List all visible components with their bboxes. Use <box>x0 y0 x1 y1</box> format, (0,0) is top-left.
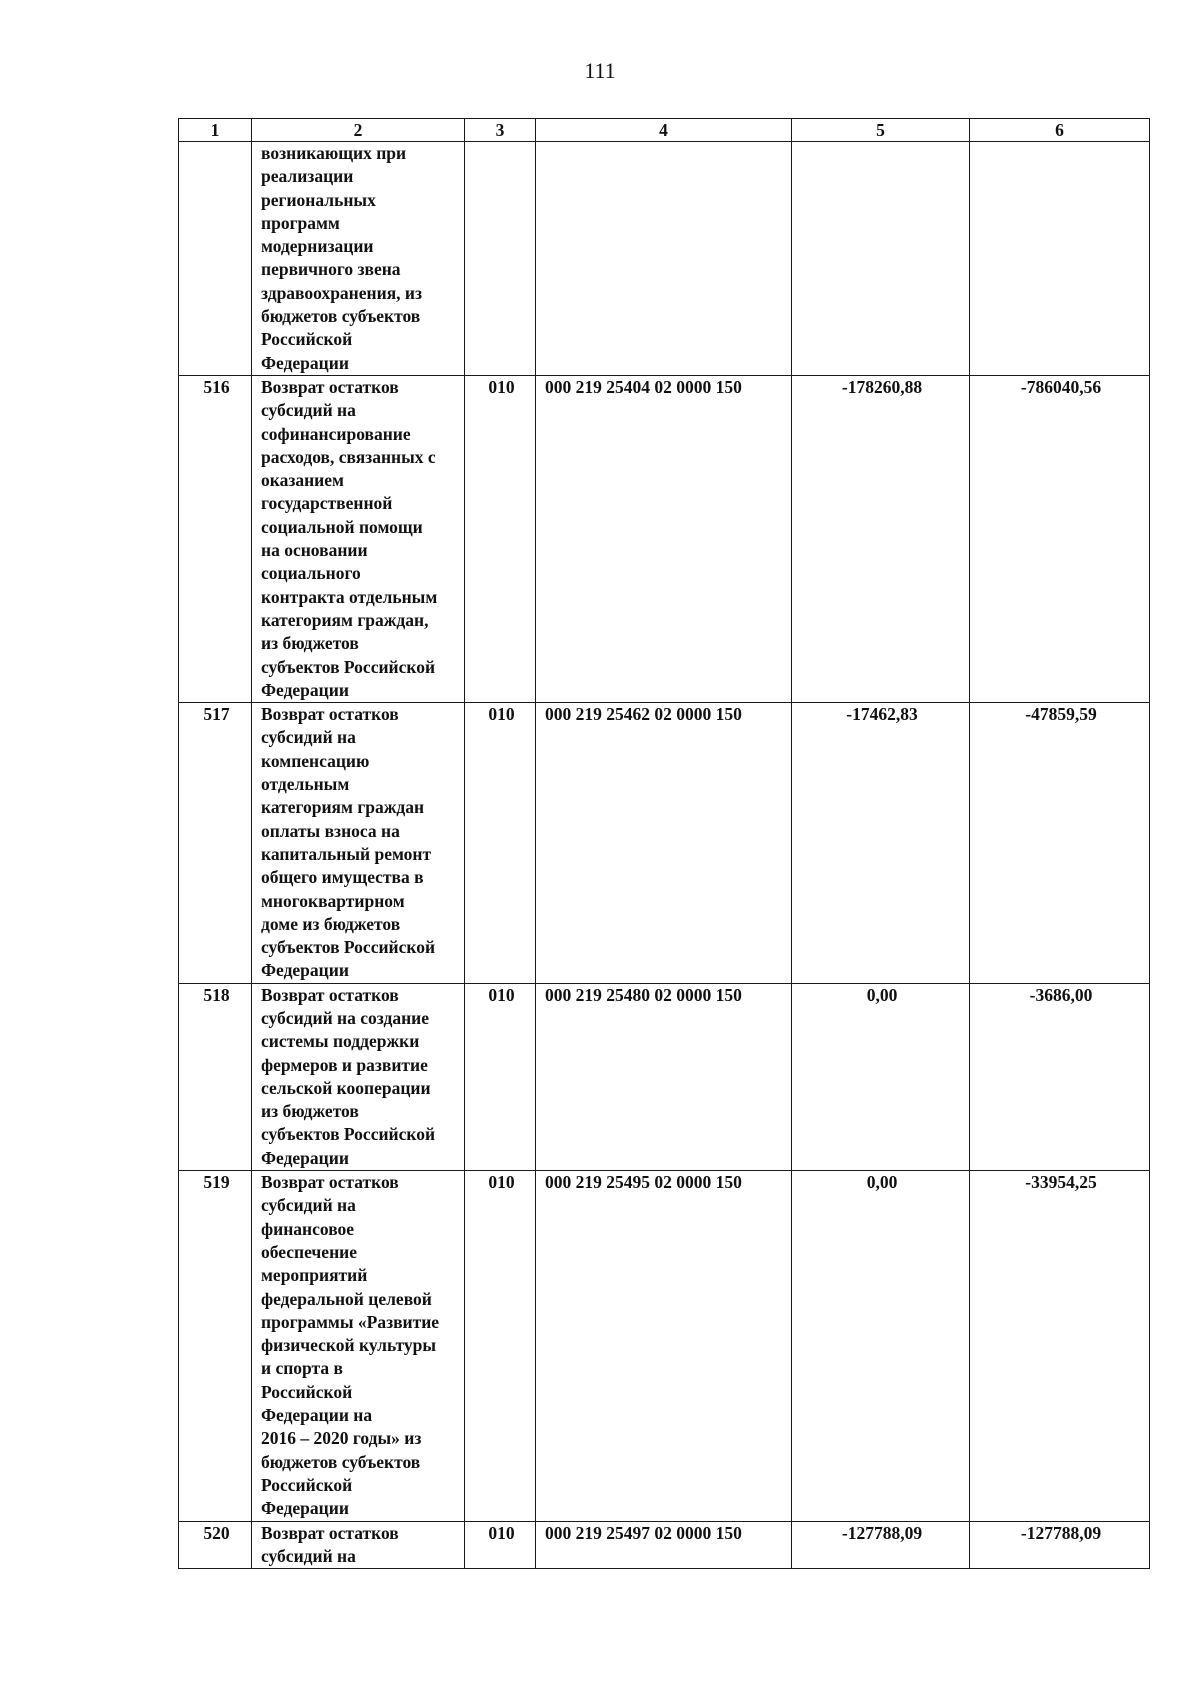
row-description: Возврат остатков субсидий на создание системы поддержки фермеров и развитие сельской кооперации из бюджетов субъектов Российской Федерации <box>252 983 465 1170</box>
budget-table <box>178 118 1150 1569</box>
table-row <box>179 1171 1150 1521</box>
table-row <box>179 375 1150 702</box>
row-value-5 <box>792 142 970 376</box>
table-row <box>179 983 1150 1170</box>
page-number: 111 <box>584 58 616 83</box>
row-budget-code: 000 219 25495 02 0000 150 <box>536 1171 792 1521</box>
row-value-5: -127788,09 <box>792 1521 970 1569</box>
row-value-5: -178260,88 <box>792 375 970 702</box>
row-description: Возврат остатков субсидий на финансовое обеспечение мероприятий федеральной целевой программы «Развитие физической культуры и спорта в Российской Федерации на 2016 – 2020 годы» из бюджетов субъектов Российской Федерации <box>252 1171 465 1521</box>
row-admin-code: 010 <box>465 983 536 1170</box>
row-value-6: -33954,25 <box>970 1171 1150 1521</box>
row-value-6: -127788,09 <box>970 1521 1150 1569</box>
table-row <box>179 1521 1150 1569</box>
row-number: 519 <box>179 1171 252 1521</box>
row-description: Возврат остатков субсидий на софинансирование расходов, связанных с оказанием государственной социальной помощи на основании социального контракта отдельным категориям граждан, из бюджетов субъектов Российской Федерации <box>252 375 465 702</box>
row-value-6: -47859,59 <box>970 703 1150 984</box>
row-description: Возврат остатков субсидий на компенсацию отдельным категориям граждан оплаты взноса на капитальный ремонт общего имущества в многоквартирном доме из бюджетов субъектов Российской Федерации <box>252 703 465 984</box>
row-number: 517 <box>179 703 252 984</box>
row-budget-code: 000 219 25404 02 0000 150 <box>536 375 792 702</box>
column-header: 1 <box>179 119 252 142</box>
row-admin-code: 010 <box>465 1171 536 1521</box>
row-value-6 <box>970 142 1150 376</box>
table-row <box>179 142 1150 376</box>
column-header: 2 <box>252 119 465 142</box>
row-admin-code: 010 <box>465 1521 536 1569</box>
row-description: возникающих при реализации региональных программ модернизации первичного звена здравоохранения, из бюджетов субъектов Российской Федерации <box>252 142 465 376</box>
row-budget-code: 000 219 25480 02 0000 150 <box>536 983 792 1170</box>
row-budget-code: 000 219 25462 02 0000 150 <box>536 703 792 984</box>
row-number: 516 <box>179 375 252 702</box>
row-budget-code: 000 219 25497 02 0000 150 <box>536 1521 792 1569</box>
table-header-row <box>179 119 1150 142</box>
row-value-5: -17462,83 <box>792 703 970 984</box>
column-header: 3 <box>465 119 536 142</box>
column-header: 6 <box>970 119 1150 142</box>
row-number <box>179 142 252 376</box>
row-number: 520 <box>179 1521 252 1569</box>
row-budget-code <box>536 142 792 376</box>
row-value-6: -786040,56 <box>970 375 1150 702</box>
column-header: 4 <box>536 119 792 142</box>
row-description: Возврат остатков субсидий на <box>252 1521 465 1569</box>
column-header: 5 <box>792 119 970 142</box>
row-number: 518 <box>179 983 252 1170</box>
table-row <box>179 703 1150 984</box>
row-value-5: 0,00 <box>792 983 970 1170</box>
row-admin-code <box>465 142 536 376</box>
row-admin-code: 010 <box>465 375 536 702</box>
row-value-6: -3686,00 <box>970 983 1150 1170</box>
row-admin-code: 010 <box>465 703 536 984</box>
row-value-5: 0,00 <box>792 1171 970 1521</box>
